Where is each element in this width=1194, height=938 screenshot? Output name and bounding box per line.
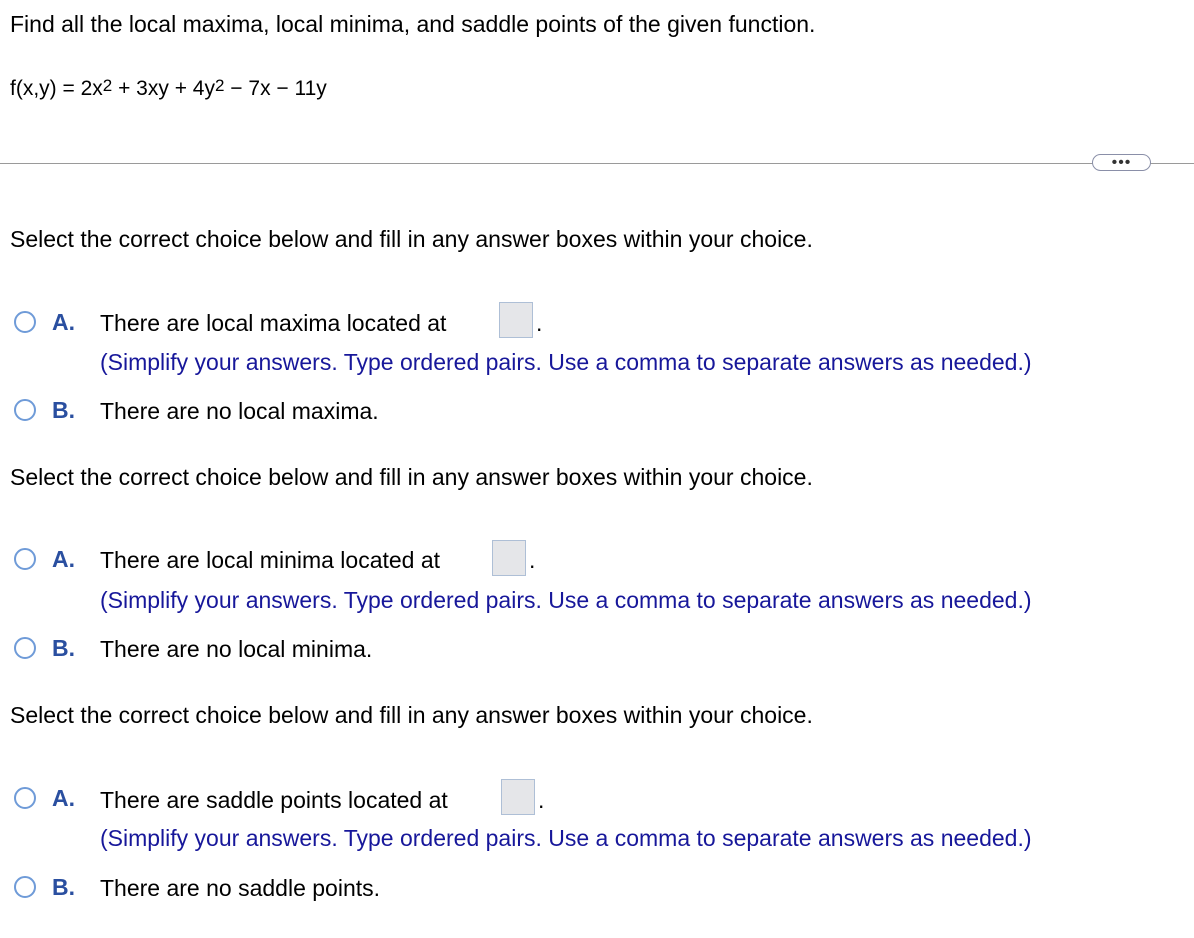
part1-instruction: Select the correct choice below and fill in any answer boxes within your choice.: [10, 226, 813, 252]
part1-answer-input[interactable]: [499, 302, 533, 338]
part2-option-b-letter: B.: [52, 635, 75, 661]
part1-option-a-radio[interactable]: [14, 311, 36, 333]
part2-option-a-radio[interactable]: [14, 548, 36, 570]
part1-option-a-letter: A.: [52, 309, 75, 335]
part3-hint: (Simplify your answers. Type ordered pairs. Use a comma to separate answers as needed.): [100, 825, 1032, 851]
function-formula: [10, 74, 327, 104]
formula-middle: + 3xy + 4y: [112, 77, 215, 100]
part3-option-a-radio[interactable]: [14, 787, 36, 809]
part2-option-a-text: There are local minima located at: [100, 547, 441, 573]
formula-lhs: f(x,y) = 2x: [10, 77, 103, 100]
section-divider: [0, 163, 1194, 164]
part3-option-b-text: There are no saddle points.: [100, 875, 381, 901]
part2-option-b-radio[interactable]: [14, 637, 36, 659]
question-prompt: Find all the local maxima, local minima, and saddle points of the given function.: [10, 11, 816, 37]
part2-option-b-text: There are no local minima.: [100, 636, 373, 662]
part3-period: .: [538, 787, 545, 813]
part3-option-b-radio[interactable]: [14, 876, 36, 898]
part2-hint: (Simplify your answers. Type ordered pairs. Use a comma to separate answers as needed.): [100, 587, 1032, 613]
formula-exponent-x: 2: [102, 76, 113, 95]
formula-rest: − 7x − 11y: [224, 77, 327, 100]
part1-option-b-radio[interactable]: [14, 399, 36, 421]
more-options-button[interactable]: •••: [1092, 154, 1151, 171]
part3-option-a-letter: A.: [52, 785, 75, 811]
part2-answer-input[interactable]: [492, 540, 526, 576]
part1-option-b-letter: B.: [52, 397, 75, 423]
part3-instruction: Select the correct choice below and fill in any answer boxes within your choice.: [10, 702, 813, 728]
part2-period: .: [529, 547, 536, 573]
part1-option-b-text: There are no local maxima.: [100, 398, 379, 424]
formula-exponent-y: 2: [214, 76, 225, 95]
part1-period: .: [536, 310, 543, 336]
part3-option-b-letter: B.: [52, 874, 75, 900]
part3-answer-input[interactable]: [501, 779, 535, 815]
part2-instruction: Select the correct choice below and fill in any answer boxes within your choice.: [10, 464, 813, 490]
part2-option-a-letter: A.: [52, 546, 75, 572]
part1-hint: (Simplify your answers. Type ordered pairs. Use a comma to separate answers as needed.): [100, 349, 1032, 375]
part3-option-a-text: There are saddle points located at: [100, 787, 448, 813]
part1-option-a-text: There are local maxima located at: [100, 310, 447, 336]
